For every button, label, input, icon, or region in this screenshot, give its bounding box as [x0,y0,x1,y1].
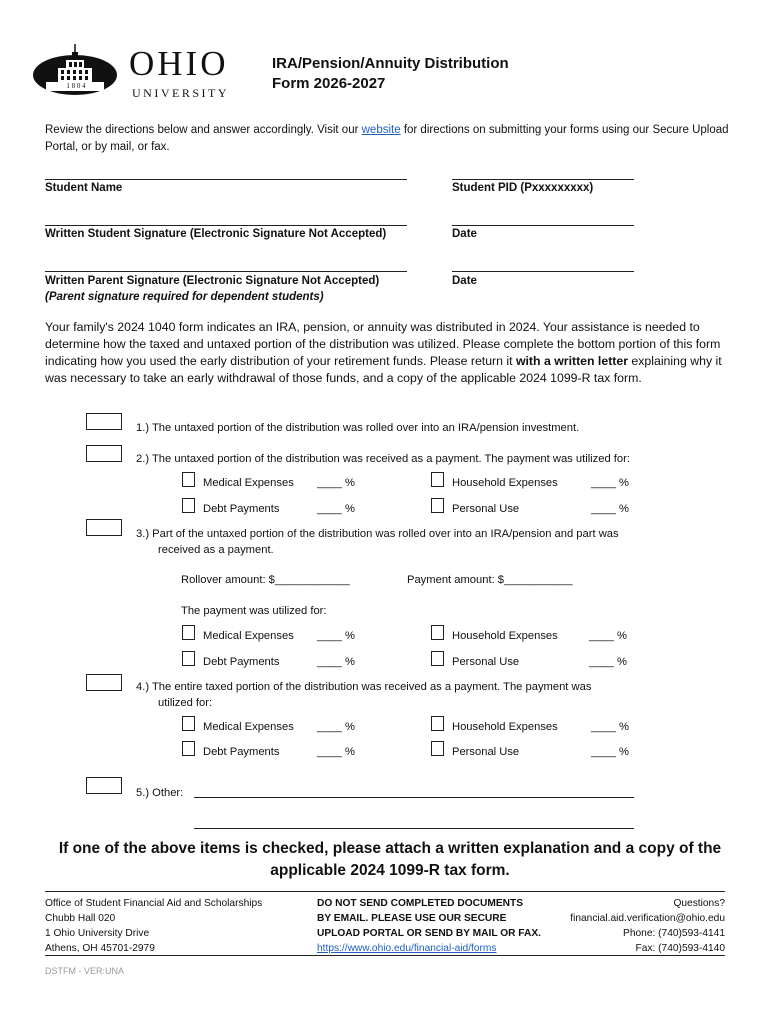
item4-personal-label: Personal Use [452,746,520,758]
closing-line1: If one of the above items is checked, please attach a written explanation and a copy of the [58,840,722,857]
item3-personal-percent[interactable]: ____ % [589,656,627,668]
item3-personal-checkbox[interactable] [431,651,444,666]
paragraph-part2: explaining why it was necessary to take an early withdrawal of those funds, and a copy of the applicable 2024 1099-R tax form. [45,354,722,385]
warning-line1: DO NOT SEND COMPLETED DOCUMENTS [317,898,524,909]
item4-checkbox[interactable] [86,674,122,691]
parent-signature-note: (Parent signature required for dependent students) [45,291,324,303]
student-name-line[interactable] [45,179,407,180]
office-name: Office of Student Financial Aid and Scholarships [45,898,263,909]
warning-line2: BY EMAIL. PLEASE USE OUR SECURE [317,913,507,924]
student-pid-label: Student PID (Pxxxxxxxxx) [452,182,594,194]
item4-debt-checkbox[interactable] [182,741,195,756]
item3-text-line2: received as a payment. [158,544,274,556]
other-line-1[interactable] [194,797,634,798]
student-pid-line[interactable] [452,179,634,180]
item3-text-line1: 3.) Part of the untaxed portion of the distribution was rolled over into an IRA/pension and part was [136,528,619,540]
date-label-1: Date [452,228,477,240]
item2-personal-checkbox[interactable] [431,498,444,513]
form-title [272,54,509,94]
contact-phone: Phone: (740)593-4141 [623,928,725,939]
item2-checkbox[interactable] [86,445,122,462]
item3-household-label: Household Expenses [452,630,558,642]
other-line-2[interactable] [194,828,634,829]
item5-label: 5.) Other: [136,787,184,799]
forms-url-link[interactable]: https://www.ohio.edu/financial-aid/forms [317,943,497,954]
payment-utilized-label: The payment was utilized for: [181,605,327,617]
item4-medical-percent[interactable]: ____ % [317,721,355,733]
logo-year: 1 8 0 4 [66,82,86,90]
item3-medical-checkbox[interactable] [182,625,195,640]
date-line-2[interactable] [452,271,634,272]
item3-household-percent[interactable]: ____ % [589,630,627,642]
item3-medical-percent[interactable]: ____ % [317,630,355,642]
item2-text: 2.) The untaxed portion of the distribution was received as a payment. The payment was utilized for: [136,453,630,465]
student-name-label: Student Name [45,182,123,194]
logo-university: UNIVERSITY [132,86,229,100]
item2-medical-label: Medical Expenses [203,477,294,489]
warning-line3: UPLOAD PORTAL OR SEND BY MAIL OR FAX. [317,928,541,939]
paragraph-part1: Your family's 2024 1040 form indicates an IRA, pension, or annuity was distributed in 2024. Your assistance is needed to determine how the taxed and untaxed portion of the distribution was utilized. Please complete the bottom portion of this form indicating how you used the early distribution of your retirement funds. Please return it [45,320,721,368]
form-title-line1: IRA/Pension/Annuity Distribution [272,55,509,72]
logo-wordmark: OHIO [129,44,229,83]
item3-debt-checkbox[interactable] [182,651,195,666]
item3-debt-label: Debt Payments [203,656,280,668]
item2-personal-label: Personal Use [452,503,520,515]
instructions-paragraph [45,319,735,387]
submission-warning [317,896,541,956]
student-signature-line[interactable] [45,225,407,226]
item3-checkbox[interactable] [86,519,122,536]
intro-post: for directions on submitting your forms using our Secure Upload Portal, or by mail, or fax. [45,124,729,153]
item5-checkbox[interactable] [86,777,122,794]
item4-text-line2: utilized for: [158,697,213,709]
ohio-university-logo [32,42,247,102]
item2-household-checkbox[interactable] [431,472,444,487]
office-building: Chubb Hall 020 [45,913,116,924]
footer-bottom-rule [45,955,725,956]
item3-medical-label: Medical Expenses [203,630,294,642]
item2-debt-label: Debt Payments [203,503,280,515]
date-label-2: Date [452,275,477,287]
item2-household-percent[interactable]: ____ % [591,477,629,489]
item3-household-checkbox[interactable] [431,625,444,640]
item4-personal-checkbox[interactable] [431,741,444,756]
form-title-line2: Form 2026-2027 [272,75,386,92]
payment-amount-field[interactable]: Payment amount: $___________ [407,574,573,586]
website-link[interactable]: website [361,124,401,136]
closing-statement [45,838,735,882]
item2-debt-checkbox[interactable] [182,498,195,513]
item4-household-checkbox[interactable] [431,716,444,731]
parent-signature-label: Written Parent Signature (Electronic Signature Not Accepted) [45,275,380,287]
questions-label: Questions? [673,898,725,909]
closing-line2: applicable 2024 1099-R tax form. [270,862,510,879]
office-city: Athens, OH 45701-2979 [45,943,155,954]
item4-debt-label: Debt Payments [203,746,280,758]
item3-personal-label: Personal Use [452,656,520,668]
intro-text [45,122,735,156]
contact-fax: Fax: (740)593-4140 [635,943,725,954]
item2-medical-checkbox[interactable] [182,472,195,487]
document-id: DSTFM - VER:UNA [45,966,125,976]
rollover-amount-field[interactable]: Rollover amount: $____________ [181,574,350,586]
paragraph-bold: with a written letter [515,354,629,368]
item2-personal-percent[interactable]: ____ % [591,503,629,515]
item4-household-percent[interactable]: ____ % [591,721,629,733]
office-street: 1 Ohio University Drive [45,928,150,939]
item1-checkbox[interactable] [86,413,122,430]
item4-personal-percent[interactable]: ____ % [591,746,629,758]
item4-debt-percent[interactable]: ____ % [317,746,355,758]
item4-text-line1: 4.) The entire taxed portion of the distribution was received as a payment. The payment was [136,681,592,693]
contact-email[interactable]: financial.aid.verification@ohio.edu [570,913,725,924]
office-address [45,896,262,956]
item4-medical-checkbox[interactable] [182,716,195,731]
item2-household-label: Household Expenses [452,477,558,489]
contact-info [520,896,725,956]
item1-text: 1.) The untaxed portion of the distribution was rolled over into an IRA/pension investment. [136,422,580,434]
item2-medical-percent[interactable]: ____ % [317,477,355,489]
footer-top-rule [45,891,725,892]
student-signature-label: Written Student Signature (Electronic Signature Not Accepted) [45,228,387,240]
intro-pre: Review the directions below and answer accordingly. Visit our [45,124,362,136]
item4-medical-label: Medical Expenses [203,721,294,733]
item2-debt-percent[interactable]: ____ % [317,503,355,515]
item3-debt-percent[interactable]: ____ % [317,656,355,668]
parent-signature-line[interactable] [45,271,407,272]
item4-household-label: Household Expenses [452,721,558,733]
date-line-1[interactable] [452,225,634,226]
